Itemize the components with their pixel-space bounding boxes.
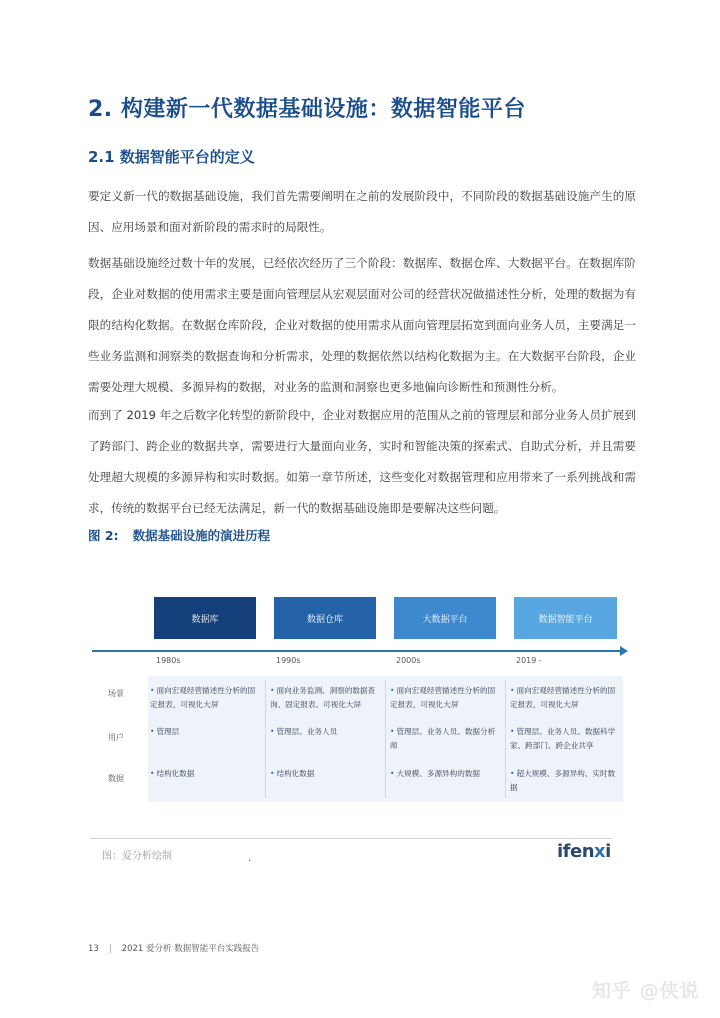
paragraph-1: 要定义新一代的数据基础设施，我们首先需要阐明在之前的发展阶段中，不同阶段的数据基础设施产生的原因、应用场景和面对新阶段的需求时的局限性。 bbox=[88, 189, 636, 234]
bullet-icon: • bbox=[390, 769, 395, 778]
bullet-icon: • bbox=[510, 686, 515, 695]
bullet-icon: • bbox=[150, 686, 155, 695]
bullet-icon: • bbox=[270, 686, 275, 695]
row-label-scenario: 场景 bbox=[108, 689, 124, 698]
bullet-icon: • bbox=[390, 686, 395, 695]
bullet-icon: • bbox=[270, 727, 275, 736]
watermark: 知乎 @侠说 bbox=[592, 980, 700, 1002]
bullet-icon: • bbox=[390, 727, 395, 736]
footer-separator: | bbox=[108, 944, 112, 954]
figure-caption: 数据基础设施的演进历程 bbox=[132, 528, 271, 543]
phase-box-big-data-platform: 大数据平台 bbox=[394, 597, 496, 639]
phase-box-data-intelligence-platform: 数据智能平台 bbox=[514, 597, 617, 639]
row-label-data: 数据 bbox=[108, 774, 124, 783]
table-cell: • 管理层、业务人员 bbox=[270, 727, 338, 736]
bullet-icon: • bbox=[510, 769, 515, 778]
timeline-line bbox=[92, 650, 622, 652]
table-cell: • 大规模、多源异构的数据 bbox=[390, 769, 481, 778]
footer-text: 2021 爱分析 数据智能平台实践报告 bbox=[121, 944, 260, 954]
bullet-icon: • bbox=[150, 769, 155, 778]
table-cell: • 管理层、业务人员、数据科学家、跨部门、跨企业共享 bbox=[510, 727, 616, 750]
table-cell: • 结构化数据 bbox=[270, 769, 315, 778]
paragraph-3: 而到了 2019 年之后数字化转型的新阶段中，企业对数据应用的范围从之前的管理层和部分业务人员扩展到了跨部门、跨企业的数据共享，需要进行大量面向业务，实时和智能决策的探索式、自助式分析，并且需要处理超大规模的多源异构和实时数据。如第一章节所述，这些变化对数据管理和应用带来了一系列挑战和需求，传统的数据平台已经无法满足，新一代的数据基础设施即是要解决这些问题。 bbox=[88, 408, 636, 515]
table-cell: • 管理层、业务人员、数据分析师 bbox=[390, 727, 496, 750]
timeline-arrow-icon bbox=[620, 646, 628, 656]
phase-box-data-warehouse: 数据仓库 bbox=[274, 597, 376, 639]
column-divider bbox=[265, 680, 266, 798]
column-divider bbox=[385, 680, 386, 798]
table-cell: • 面向宏观经营描述性分析的固定报表、可视化大屏 bbox=[510, 686, 616, 709]
figure-divider bbox=[90, 838, 612, 839]
figure-title bbox=[88, 526, 284, 544]
bullet-icon: • bbox=[270, 769, 275, 778]
table-cell: • 面向业务监测、洞察的数据查询、固定报表、可视化大屏 bbox=[270, 686, 376, 709]
year-label: 1980s bbox=[156, 656, 181, 665]
bullet-icon: • bbox=[150, 727, 155, 736]
section-heading: 2. 构建新一代数据基础设施：数据智能平台 bbox=[88, 97, 526, 122]
table-cell: • 面向宏观经营描述性分析的固定报表、可视化大屏 bbox=[390, 686, 496, 709]
figure-source: 图：爱分析绘制 bbox=[102, 851, 172, 862]
phase-box-database: 数据库 bbox=[154, 597, 256, 639]
page-number: 13 bbox=[88, 944, 99, 954]
year-label: 1990s bbox=[276, 656, 301, 665]
table-cell: • 管理层 bbox=[150, 727, 180, 736]
table-cell: • 面向宏观经营描述性分析的固定报表、可视化大屏 bbox=[150, 686, 256, 709]
dot-mark: . bbox=[248, 853, 252, 864]
paragraph-2: 数据基础设施经过数十年的发展，已经依次经历了三个阶段：数据库、数据仓库、大数据平台。在数据库阶段，企业对数据的使用需求主要是面向管理层从宏观层面对公司的经营状况做描述性分析，处理的数据为有限的结构化数据。在数据仓库阶段，企业对数据的使用需求从面向管理层拓宽到面向业务人员，主要满足一些业务监测和洞察类的数据查询和分析需求，处理的数据依然以结构化数据为主。在大数据平台阶段，企业需要处理大规模、多源异构的数据，对业务的监测和洞察也更多地偏向诊断性和预测性分析。 bbox=[88, 256, 636, 394]
ifenxi-logo: ifenxi bbox=[557, 841, 611, 862]
page-footer bbox=[88, 942, 259, 954]
row-label-user: 用户 bbox=[108, 733, 124, 742]
table-cell: • 超大规模、多源异构、实时数据 bbox=[510, 769, 616, 792]
figure-label: 图 2: bbox=[88, 528, 119, 543]
table-cell: • 结构化数据 bbox=[150, 769, 195, 778]
subsection-heading: 2.1 数据智能平台的定义 bbox=[88, 148, 255, 166]
column-divider bbox=[505, 680, 506, 798]
year-label: 2019 - bbox=[516, 656, 542, 665]
year-label: 2000s bbox=[396, 656, 421, 665]
bullet-icon: • bbox=[510, 727, 515, 736]
